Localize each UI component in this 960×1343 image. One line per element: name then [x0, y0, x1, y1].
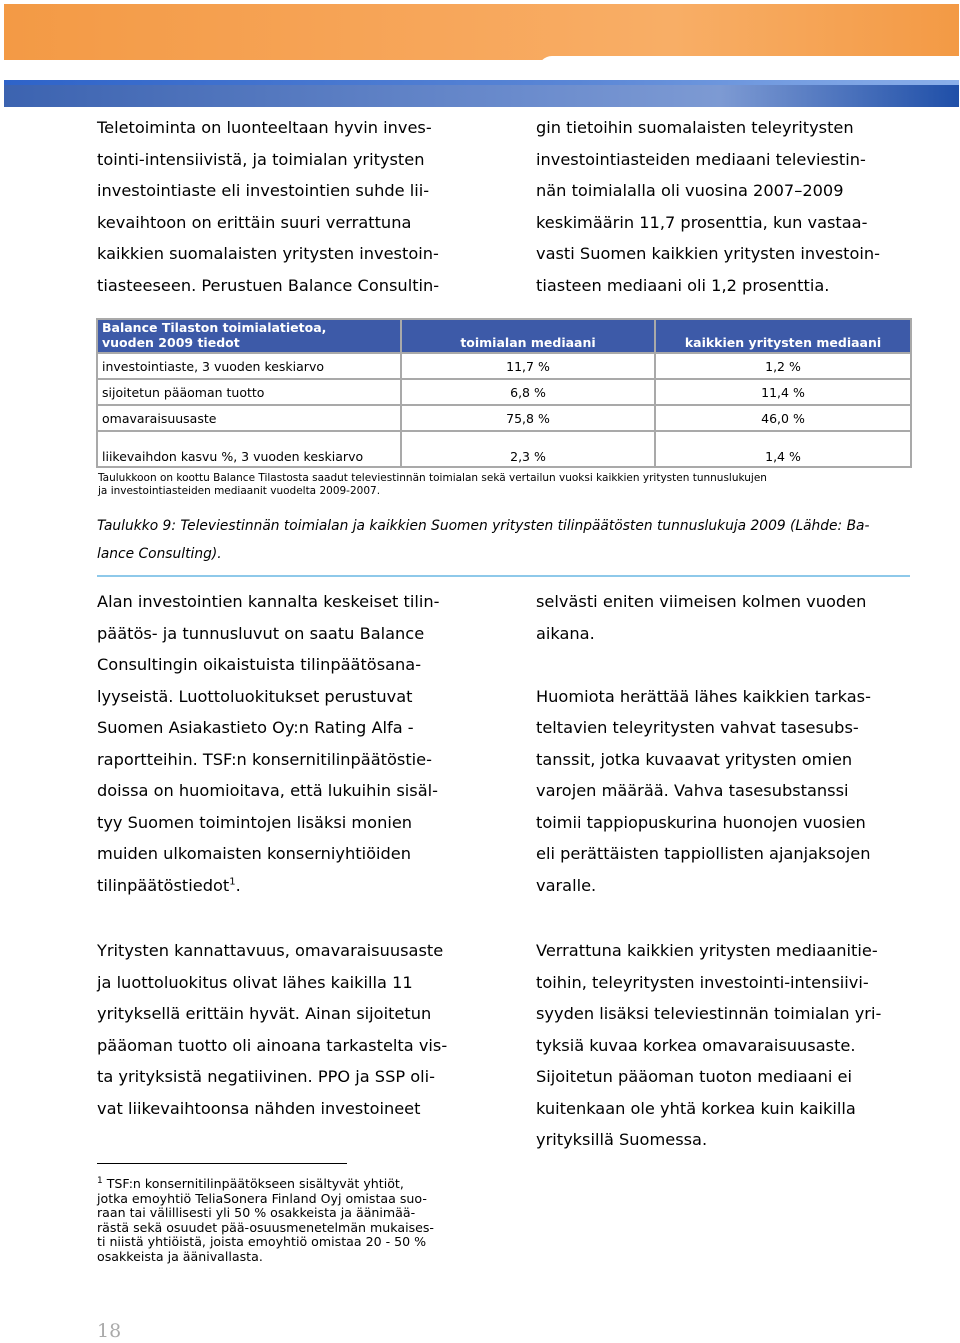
table-row-value-industry: 6,8 %: [401, 379, 655, 405]
section2-right-paragraph: selvästi eniten viimeisen kolmen vuoden aikana. Huomiota herättää lähes kaikkien tarkas- teltavien teleyritysten vahvat tasesubs- tanssit, jotka kuvaavat yritysten omien varojen määrää. Vahva tasesubstanssi toimii tappiopuskurina huonojen vuosien eli perättäisten tappiollisten ajanjaksojen varalle.: [536, 592, 871, 895]
table-row: [97, 405, 911, 431]
table-row-value-all: 46,0 %: [655, 405, 911, 431]
footnote-reference[interactable]: 1: [229, 876, 236, 888]
section2-left-end: .: [235, 875, 241, 895]
section-divider: [97, 575, 910, 577]
table-row-value-all: 1,4 %: [655, 431, 911, 467]
section2-left-paragraph: [97, 586, 439, 901]
table-row-value-all: 1,2 %: [655, 353, 911, 379]
table-header-row: [97, 319, 911, 353]
table-header-col1: toimialan mediaani: [401, 319, 655, 353]
table-header-label-line2: vuoden 2009 tiedot: [102, 335, 240, 350]
section2-left-text: Alan investointien kannalta keskeiset tilin- päätös- ja tunnusluvut on saatu Balance Consultingin oikaistuista tilinpäätösana- lyyseistä. Luottoluokitukset perustuvat Suomen Asiakastieto Oy:n Rating Alfa - raportteihin. TSF:n konsernitilinpäätöstie- doissa on huomioitava, että lukuihin sisäl- tyy Suomen toimintojen lisäksi monien muiden ulkomaisten konserniyhtiöiden tilinpäätöstiedot: [97, 592, 440, 895]
header-blue-band: [4, 85, 959, 107]
table-caption: Taulukko 9: Televiestinnän toimialan ja kaikkien Suomen yritysten tilinpäätösten tunnuslukuja 2009 (Lähde: Ba- lance Consulting).: [97, 518, 870, 562]
table-header-col2: kaikkien yritysten mediaani: [655, 319, 911, 353]
table-header-label-line1: Balance Tilaston toimialatietoa,: [102, 320, 327, 335]
table-row: [97, 379, 911, 405]
table-row: [97, 353, 911, 379]
section3-left-paragraph: Yritysten kannattavuus, omavaraisuusaste ja luottoluokitus olivat lähes kaikilla 11 yrityksellä erittäin hyvät. Ainan sijoitetun pääoman tuotto oli ainoana tarkastelta vis- ta yrityksistä negatiivinen. PPO ja SSP oli- vat liikevaihtoonsa nähden investoineet: [97, 941, 448, 1118]
table-row-value-industry: 2,3 %: [401, 431, 655, 467]
page-number: 18: [97, 1320, 122, 1342]
table-note: Taulukkoon on koottu Balance Tilastosta saadut televiestinnän toimialan sekä vertailun vuoksi kaikkien yritysten tunnuslukujen ja investointiasteiden mediaanit vuodelta 2009-2007.: [98, 472, 767, 497]
intro-left-paragraph: Teletoiminta on luonteeltaan hyvin inves- tointi-intensiivistä, ja toimialan yritysten investointiaste eli investointien suhde lii- kevaihtoon on erittäin suuri verrattuna kaikkien suomalaisten yritysten investoin- tiasteeseen. Perustuen Balance Consultin-: [97, 118, 440, 295]
table-row-value-industry: 11,7 %: [401, 353, 655, 379]
table-row: [97, 431, 911, 467]
table-row-label: liikevaihdon kasvu %, 3 vuoden keskiarvo: [97, 431, 401, 467]
section3-right-paragraph: Verrattuna kaikkien yritysten mediaanitie- toihin, teleyritysten investointi-intensiivi- syyden lisäksi televiestinnän toimialan yri- tyksiä kuvaa korkea omavaraisuusaste. Sijoitetun pääoman tuoton mediaani ei kuitenkaan ole yhtä korkea kuin kaikilla yrityksillä Suomessa.: [536, 941, 882, 1149]
statistics-table: [96, 318, 912, 468]
table-row-label: investointiaste, 3 vuoden keskiarvo: [97, 353, 401, 379]
table-row-label: omavaraisuusaste: [97, 405, 401, 431]
table-row-label: sijoitetun pääoman tuotto: [97, 379, 401, 405]
header-band-cutout: [538, 56, 959, 72]
footnote-text: TSF:n konsernitilinpäätökseen sisältyvät yhtiöt, jotka emoyhtiö TeliaSonera Finland Oyj omistaa suo- raan tai välillisesti yli 50 % osakkeista ja äänimää- rästä sekä osuudet pää-osuusmenetelmän mukaises- ti niistä yhtiöistä, joista emoyhtiö omistaa 20 - 50 % osakkeista ja äänivallasta.: [97, 1176, 434, 1264]
intro-right-paragraph: gin tietoihin suomalaisten teleyritysten investointiasteiden mediaani televiestin- nän toimialalla oli vuosina 2007–2009 keskimäärin 11,7 prosenttia, kun vastaa- vasti Suomen kaikkien yritysten investoin- tiasteen mediaani oli 1,2 prosenttia.: [536, 118, 880, 295]
footnote: [97, 1177, 434, 1265]
table-row-value-industry: 75,8 %: [401, 405, 655, 431]
footnote-marker: 1: [97, 1175, 103, 1186]
table-row-value-all: 11,4 %: [655, 379, 911, 405]
table-header-label: [97, 319, 401, 353]
footnote-divider: [97, 1163, 347, 1164]
header-orange-band: [4, 4, 959, 60]
